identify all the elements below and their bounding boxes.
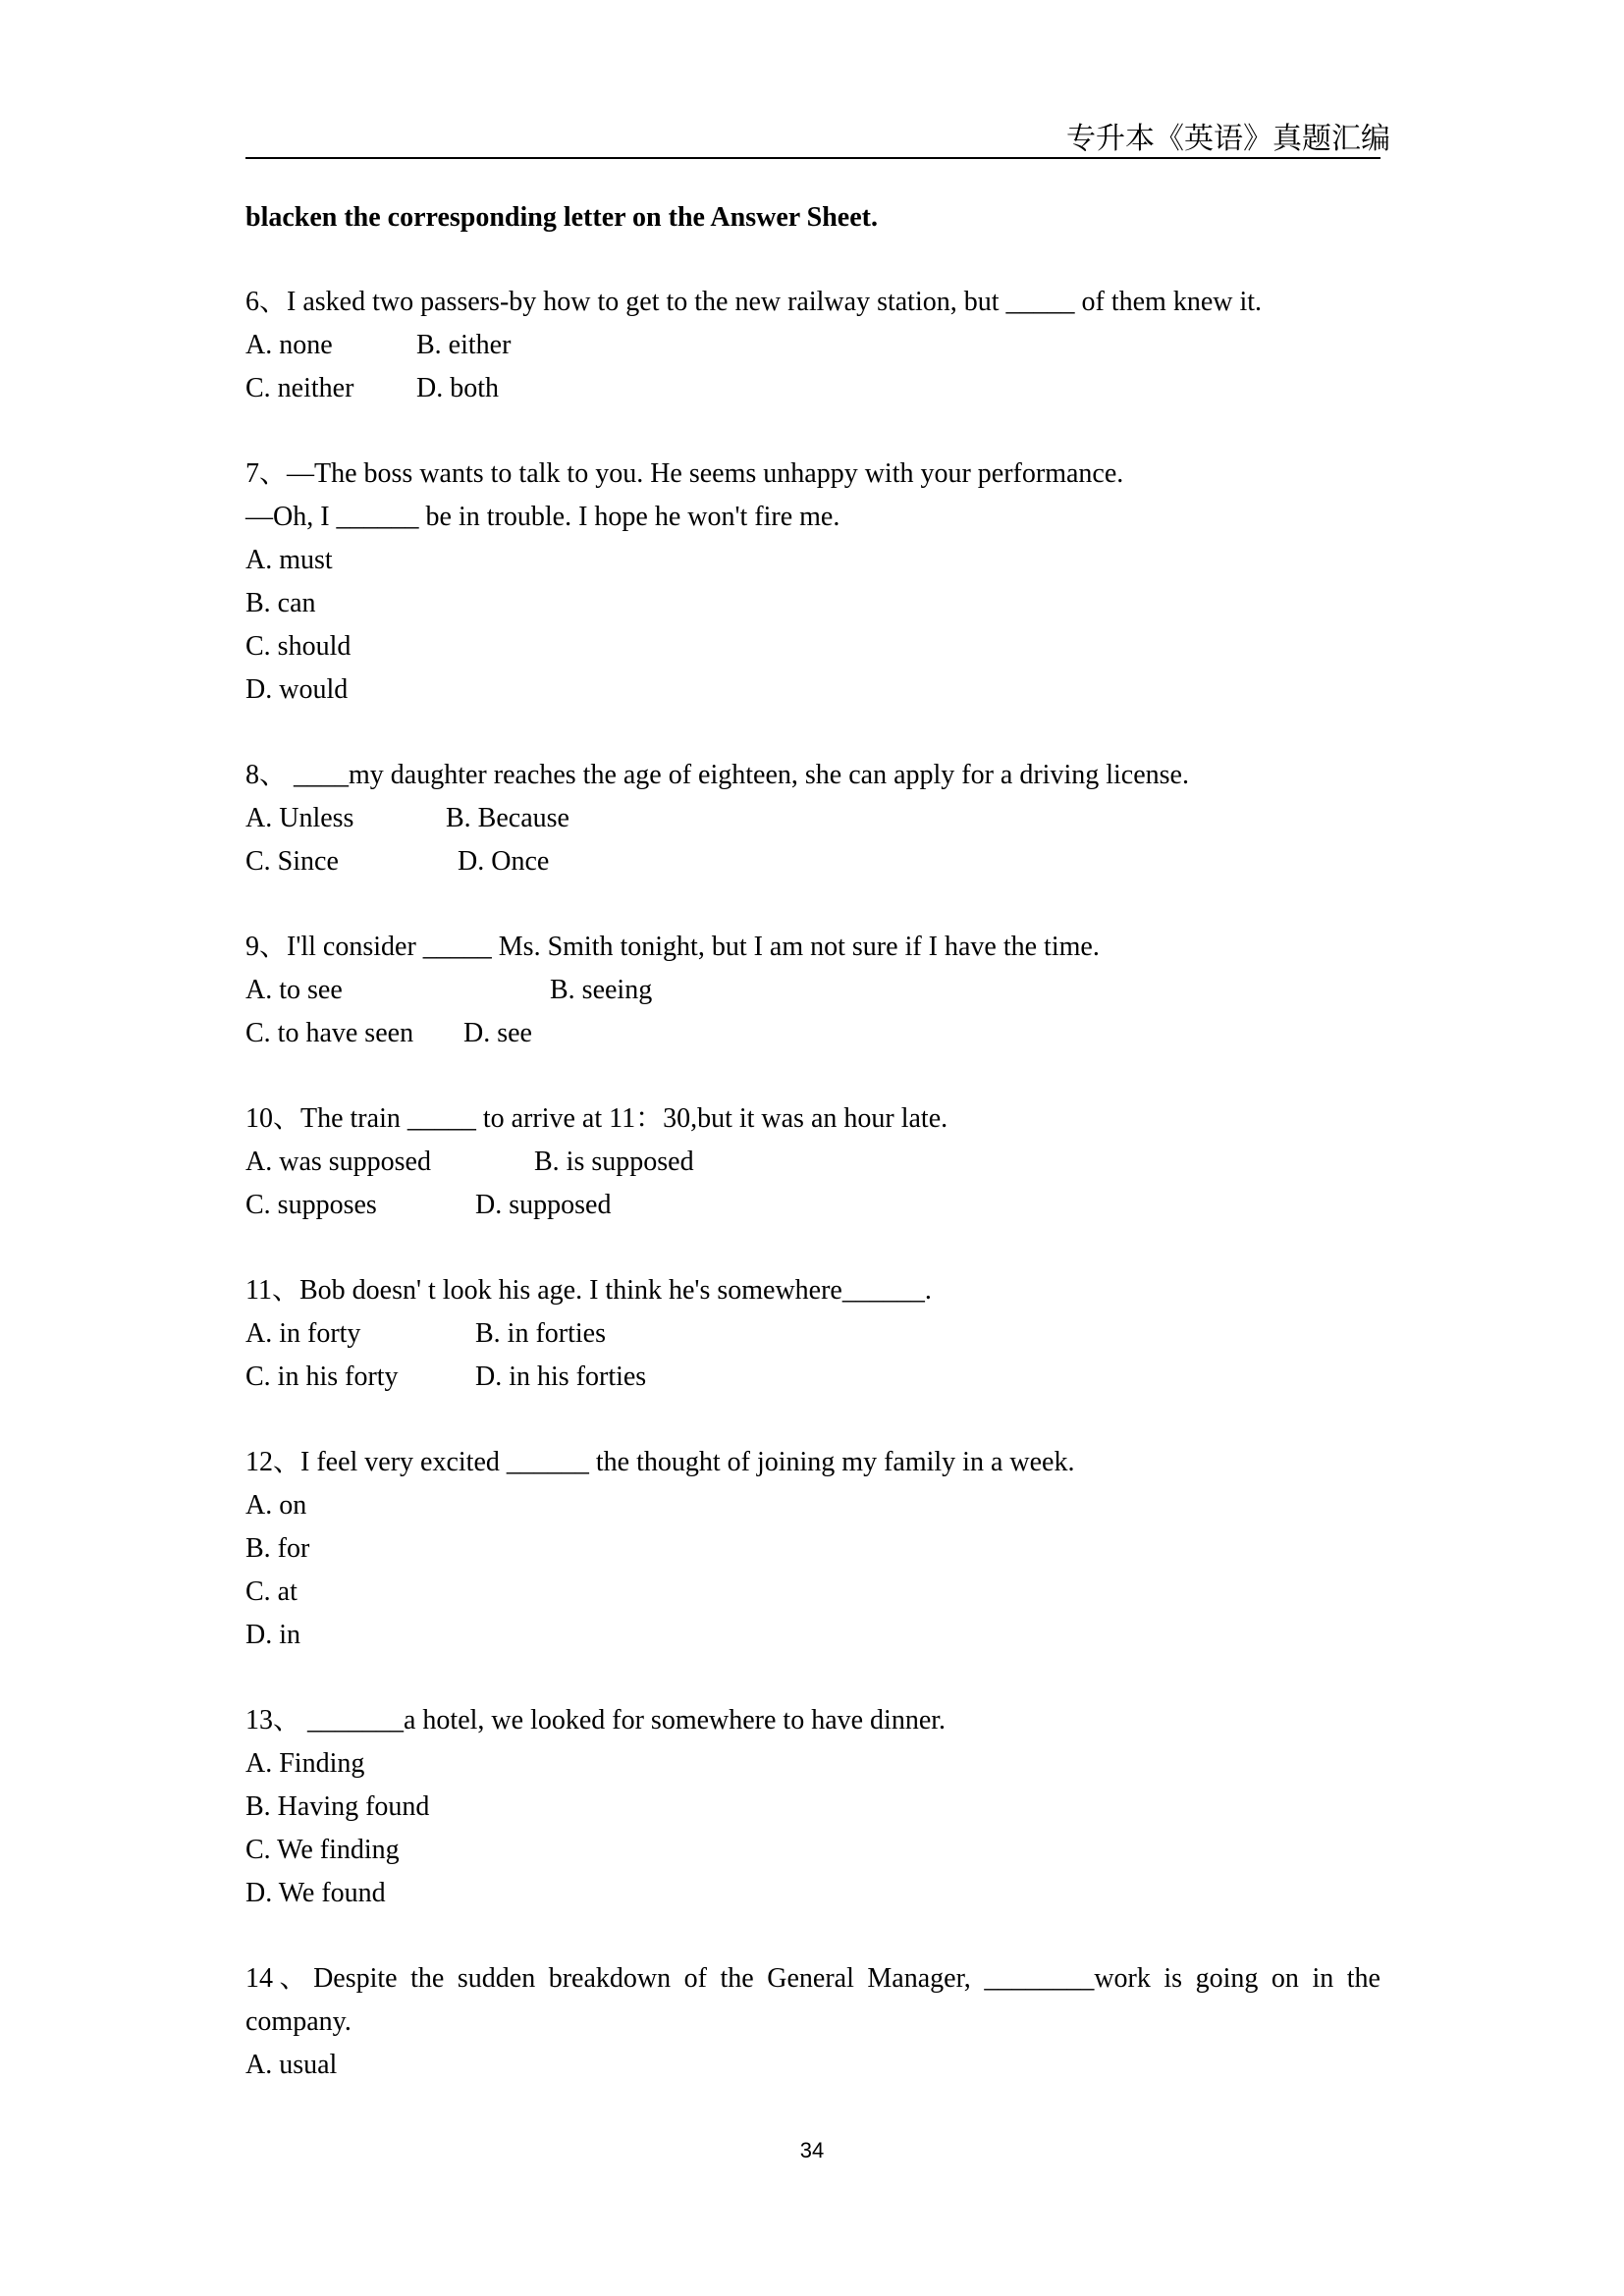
option-c: C. at <box>245 1576 298 1607</box>
option-d: D. in his forties <box>475 1362 647 1392</box>
option-a: A. none <box>245 330 333 360</box>
option-c: C. to have seen <box>245 1018 414 1048</box>
question-12 <box>245 1441 1380 1657</box>
options-row <box>245 1141 1380 1184</box>
document-body <box>245 196 1380 2129</box>
option-d: D. in <box>245 1620 300 1650</box>
option-c: C. supposes <box>245 1190 377 1220</box>
option-c: C. Since <box>245 846 339 877</box>
question-stem: 10、The train _____ to arrive at 11：30,but it was an hour late. <box>245 1103 948 1134</box>
option-c: C. in his forty <box>245 1362 399 1392</box>
question-stem-reply: —Oh, I ______ be in trouble. I hope he won't fire me. <box>245 502 840 532</box>
header-divider <box>245 157 1380 159</box>
question-stem: 6、I asked two passers-by how to get to the new railway station, but _____ of them knew it. <box>245 287 1263 317</box>
question-stem: 11、Bob doesn' t look his age. I think he's somewhere______. <box>245 1275 932 1306</box>
options-row <box>245 1356 1380 1399</box>
option-a: A. on <box>245 1490 307 1521</box>
question-stem: 12、I feel very excited ______ the thought of joining my family in a week. <box>245 1447 1075 1477</box>
option-a: A. Unless <box>245 803 354 833</box>
option-d: D. see <box>463 1018 532 1048</box>
question-stem: 7、—The boss wants to talk to you. He seems unhappy with your performance. <box>245 458 1124 489</box>
option-b: B. Having found <box>245 1791 430 1822</box>
option-b: B. in forties <box>475 1318 606 1349</box>
options-row <box>245 1012 1380 1055</box>
question-6 <box>245 281 1380 410</box>
option-b: B. Because <box>446 803 569 833</box>
option-a: A. in forty <box>245 1318 361 1349</box>
options-row <box>245 1184 1380 1227</box>
question-7 <box>245 453 1380 712</box>
page-number: 34 <box>799 2138 825 2163</box>
option-a: A. usual <box>245 2050 338 2080</box>
option-d: D. We found <box>245 1878 386 1908</box>
header-title: 专升本《英语》真题汇编 <box>1066 122 1390 156</box>
question-10 <box>245 1097 1380 1227</box>
option-d: D. would <box>245 674 349 705</box>
option-b: B. is supposed <box>534 1147 694 1177</box>
question-14 <box>245 1957 1380 2087</box>
question-stem: 13、 _______a hotel, we looked for somewhere to have dinner. <box>245 1705 947 1735</box>
option-b: B. either <box>416 330 512 360</box>
section-instruction: blacken the corresponding letter on the Answer Sheet. <box>245 202 878 233</box>
option-a: A. Finding <box>245 1748 365 1779</box>
question-11 <box>245 1269 1380 1399</box>
option-b: B. seeing <box>550 975 653 1005</box>
options-row <box>245 1312 1380 1356</box>
option-d: D. Once <box>458 846 550 877</box>
question-stem: 9、I'll consider _____ Ms. Smith tonight, but I am not sure if I have the time. <box>245 932 1100 962</box>
question-8 <box>245 754 1380 883</box>
question-stem: 8、 ____my daughter reaches the age of eighteen, she can apply for a driving license. <box>245 760 1189 790</box>
option-a: A. must <box>245 545 333 575</box>
option-a: A. was supposed <box>245 1147 431 1177</box>
options-row <box>245 324 1380 367</box>
options-row <box>245 797 1380 840</box>
question-13 <box>245 1699 1380 1915</box>
option-d: D. both <box>416 373 499 403</box>
option-b: B. can <box>245 588 316 618</box>
option-c: C. should <box>245 631 352 662</box>
question-9 <box>245 926 1380 1055</box>
option-a: A. to see <box>245 975 343 1005</box>
options-row <box>245 969 1380 1012</box>
option-c: C. We finding <box>245 1835 400 1865</box>
option-c: C. neither <box>245 373 354 403</box>
options-row <box>245 840 1380 883</box>
options-row <box>245 367 1380 410</box>
option-d: D. supposed <box>475 1190 612 1220</box>
option-b: B. for <box>245 1533 310 1564</box>
question-stem: 14、Despite the sudden breakdown of the General Manager, ________work is going on in the company. <box>245 1963 1380 2037</box>
